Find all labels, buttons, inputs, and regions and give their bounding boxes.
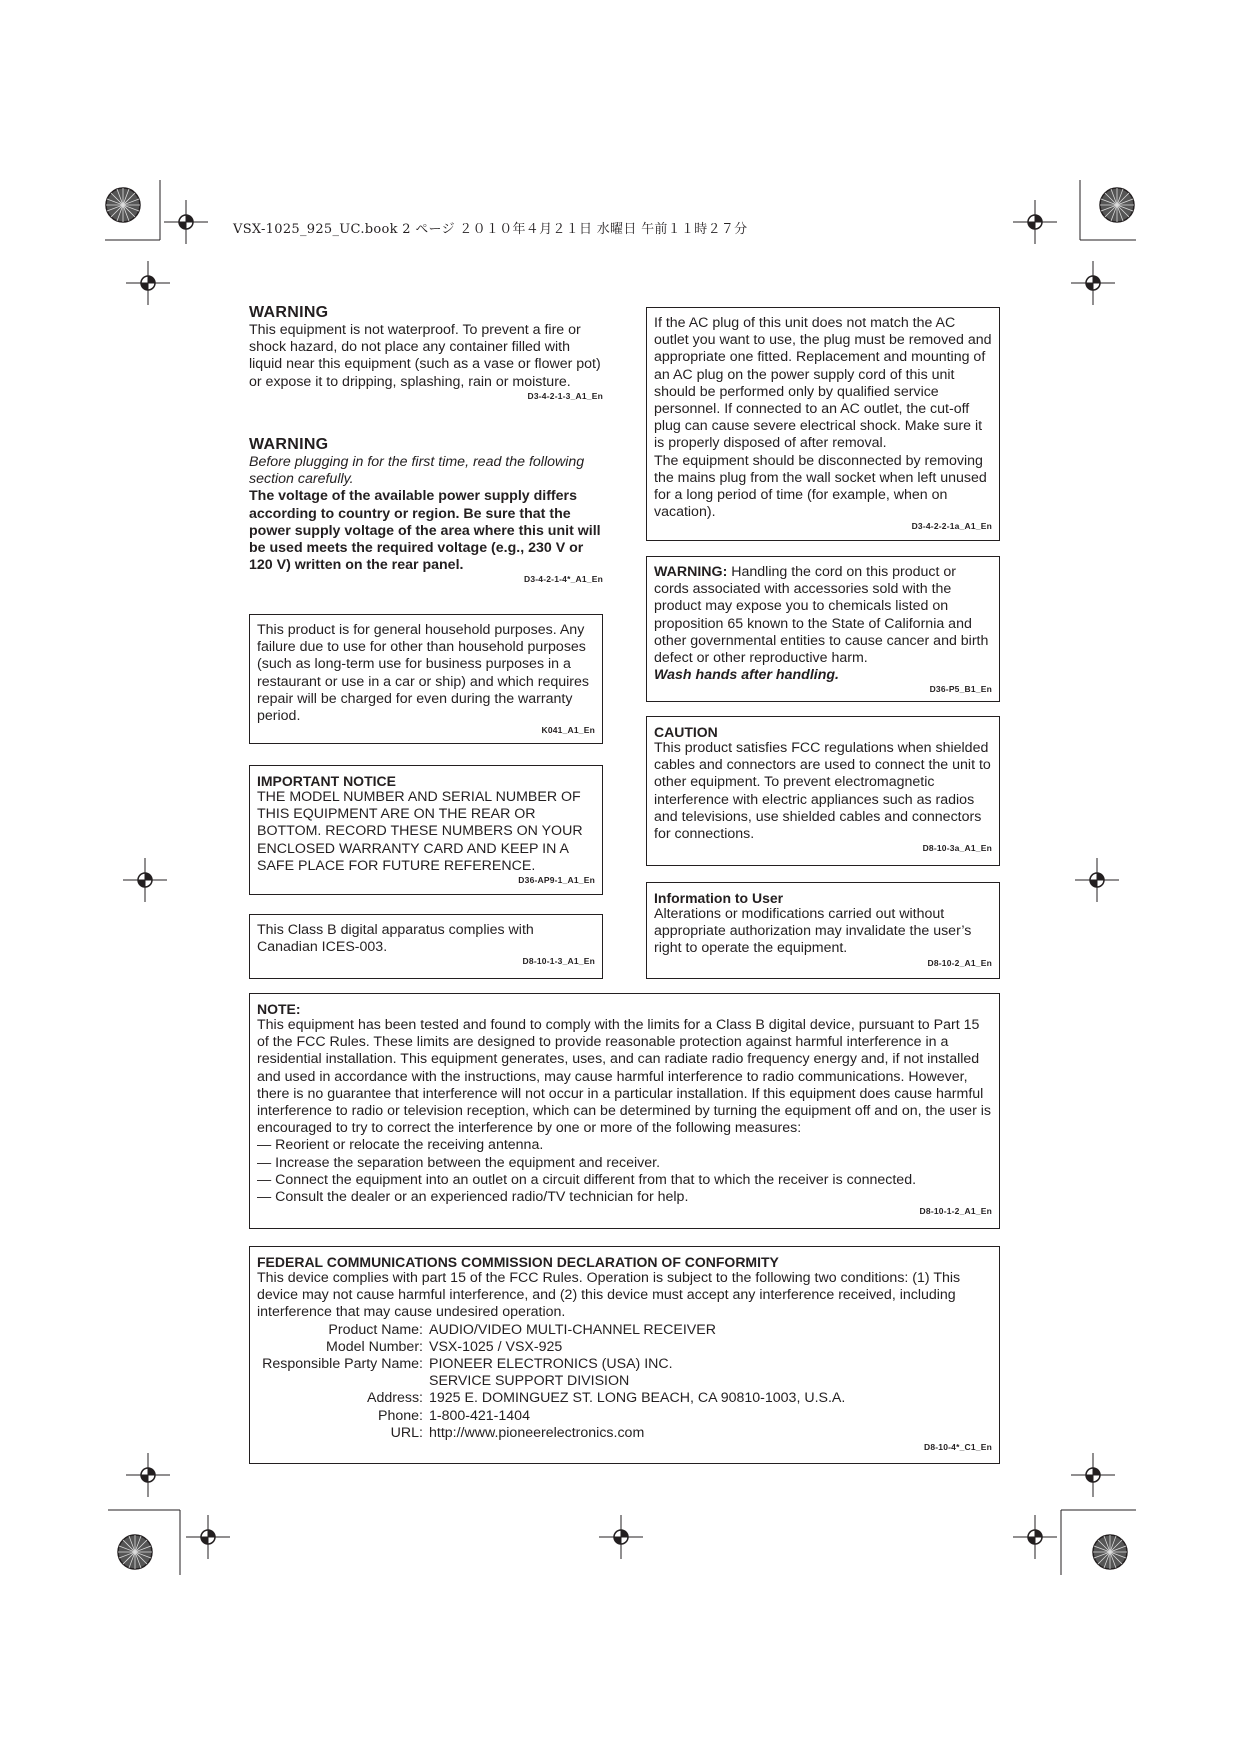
url-label: URL: xyxy=(390,1424,423,1441)
note-text: This equipment has been tested and found to comply with the limits for a Class B digital device, pursuant to Part 15 of the FCC Rules. These limits are designed to provide reasonable protection against harmful interference in a residential installation. This equipment generates, uses, and can radiate radio frequency energy and, if not installed and used in accordance with the instructions, may cause harmful interference to radio communications. However, there is no guarantee that interference will not occur in a particular installation. If this equipment does cause harmful interference to radio or television reception, which can be determined by turning the equipment off and on, the user is encouraged to try to correct the interference by one or more of the following measures: xyxy=(257,1017,991,1137)
reference-code: K041_A1_En xyxy=(541,725,595,736)
warning-text: This equipment is not waterproof. To prevent a fire or shock hazard, do not place any container filled with liquid near this equipment (such as a vase or flower pot) or expose it to dripping, splashing, rain or moisture. xyxy=(249,322,601,390)
caution-title: CAUTION xyxy=(654,724,718,740)
phone-label: Phone: xyxy=(378,1407,423,1424)
model-number-label: Model Number: xyxy=(326,1338,423,1355)
measure-item: — Connect the equipment into an outlet on a circuit different from that to which the receiver is connected. xyxy=(257,1171,917,1188)
reference-code: D8-10-3a_A1_En xyxy=(922,843,992,854)
ac-plug-box xyxy=(646,307,1000,541)
model-number-value: VSX-1025 / VSX-925 xyxy=(429,1338,563,1355)
fcc-fields xyxy=(257,1322,992,1442)
prop65-label: WARNING: xyxy=(654,564,728,580)
note-title: NOTE: xyxy=(257,1001,301,1017)
reference-code: D8-10-4*_C1_En xyxy=(924,1442,992,1453)
reference-code: D3-4-2-1-3_A1_En xyxy=(527,390,603,401)
responsible-party-division: SERVICE SUPPORT DIVISION xyxy=(429,1373,630,1390)
important-notice-text: THE MODEL NUMBER AND SERIAL NUMBER OF THIS EQUIPMENT ARE ON THE REAR OR BOTTOM. RECORD THESE NUMBERS ON YOUR ENCLOSED WARRANTY CARD AND KEEP IN A SAFE PLACE FOR FUTURE REFERENCE. xyxy=(257,789,583,874)
reference-code: D3-4-2-2-1a_A1_En xyxy=(911,521,992,532)
household-notice-box xyxy=(249,614,603,744)
fcc-title: FEDERAL COMMUNICATIONS COMMISSION DECLARATION OF CONFORMITY xyxy=(257,1254,779,1270)
warning-intro: Before plugging in for the first time, read the following section carefully. xyxy=(249,454,585,488)
important-notice-title: IMPORTANT NOTICE xyxy=(257,773,396,789)
fcc-declaration-box xyxy=(249,1246,1000,1464)
measure-item: — Consult the dealer or an experienced radio/TV technician for help. xyxy=(257,1189,689,1206)
address-label: Address: xyxy=(367,1390,423,1407)
wash-hands-notice: Wash hands after handling. xyxy=(654,667,839,684)
reference-code: D36-P5_B1_En xyxy=(929,684,992,695)
address-value: 1925 E. DOMINGUEZ ST. LONG BEACH, CA 90810-1003, U.S.A. xyxy=(429,1390,846,1407)
disconnect-text: The equipment should be disconnected by removing the mains plug from the wall socket when left unused for a long period of time (for example, when on vacation). xyxy=(654,452,987,521)
product-name-value: AUDIO/VIDEO MULTI-CHANNEL RECEIVER xyxy=(429,1321,716,1338)
prop65-warning-box xyxy=(646,556,1000,702)
responsible-party-value: PIONEER ELECTRONICS (USA) INC. xyxy=(429,1356,673,1373)
caution-box xyxy=(646,716,1000,866)
ac-plug-text: If the AC plug of this unit does not match the AC outlet you want to use, the plug must be removed and appropriate one fitted. Replacement and mounting of an AC plug on the power supply cord of this unit should be performed only by qualified service personnel. If connected to an AC outlet, the cut-off plug can cause severe electrical shock. Make sure it is properly disposed of after removal. xyxy=(654,315,992,452)
household-text: This product is for general household purposes. Any failure due to use for other than household purposes (such as long-term use for business purposes in a restaurant or use in a car or ship) and which requires repair will be charged for even during the warranty period. xyxy=(257,622,589,725)
important-notice-box xyxy=(249,765,603,895)
fcc-text: This device complies with part 15 of the FCC Rules. Operation is subject to the following two conditions: (1) This device may not cause harmful interference, and (2) this device must accept any interference received, including interference that may cause undesired operation. xyxy=(257,1270,961,1321)
phone-value: 1-800-421-1404 xyxy=(429,1407,530,1424)
warning-section-2 xyxy=(249,436,603,584)
information-to-user-box xyxy=(646,882,1000,979)
url-value: http://www.pioneerelectronics.com xyxy=(429,1424,645,1441)
fcc-note-box xyxy=(249,993,1000,1229)
product-name-label: Product Name: xyxy=(328,1321,423,1338)
warning-title: WARNING xyxy=(249,304,329,321)
info-user-title: Information to User xyxy=(654,890,784,906)
reference-code: D3-4-2-1-4*_A1_En xyxy=(524,574,603,585)
measure-item: — Increase the separation between the equipment and receiver. xyxy=(257,1154,661,1171)
voltage-warning: The voltage of the available power supply differs according to country or region. Be sure that the power supply voltage of the area where this unit will be used meets the required voltage (e.g., 230 V or 120 V) written on the rear panel. xyxy=(249,488,601,574)
measure-item: — Reorient or relocate the receiving antenna. xyxy=(257,1137,544,1154)
canada-ices-box xyxy=(249,914,603,979)
info-user-text: Alterations or modifications carried out without appropriate authorization may invalidate the user’s right to operate the equipment. xyxy=(654,906,972,957)
reference-code: D8-10-1-3_A1_En xyxy=(522,956,595,967)
reference-code: D36-AP9-1_A1_En xyxy=(518,875,595,886)
reference-code: D8-10-1-2_A1_En xyxy=(919,1206,992,1217)
caution-text: This product satisfies FCC regulations when shielded cables and connectors are used to connect the unit to other equipment. To prevent electromagnetic interference with electric appliances such as radios and televisions, use shielded cables and connectors for connections. xyxy=(654,740,991,843)
reference-code: D8-10-2_A1_En xyxy=(927,957,992,968)
warning-title: WARNING xyxy=(249,436,329,453)
responsible-party-label: Responsible Party Name: xyxy=(262,1356,423,1373)
canada-text: This Class B digital apparatus complies with Canadian ICES-003. xyxy=(257,922,534,956)
prop65-text: Handling the cord on this product or cords associated with accessories sold with the product may expose you to chemicals listed on proposition 65 known to the State of California and other governmental entities to cause cancer and birth defect or other reproductive harm. xyxy=(654,564,989,667)
warning-section-1 xyxy=(249,304,603,401)
print-header: VSX-1025_925_UC.book 2 ページ ２０１０年４月２１日 水曜日 午前１１時２７分 xyxy=(233,222,748,237)
